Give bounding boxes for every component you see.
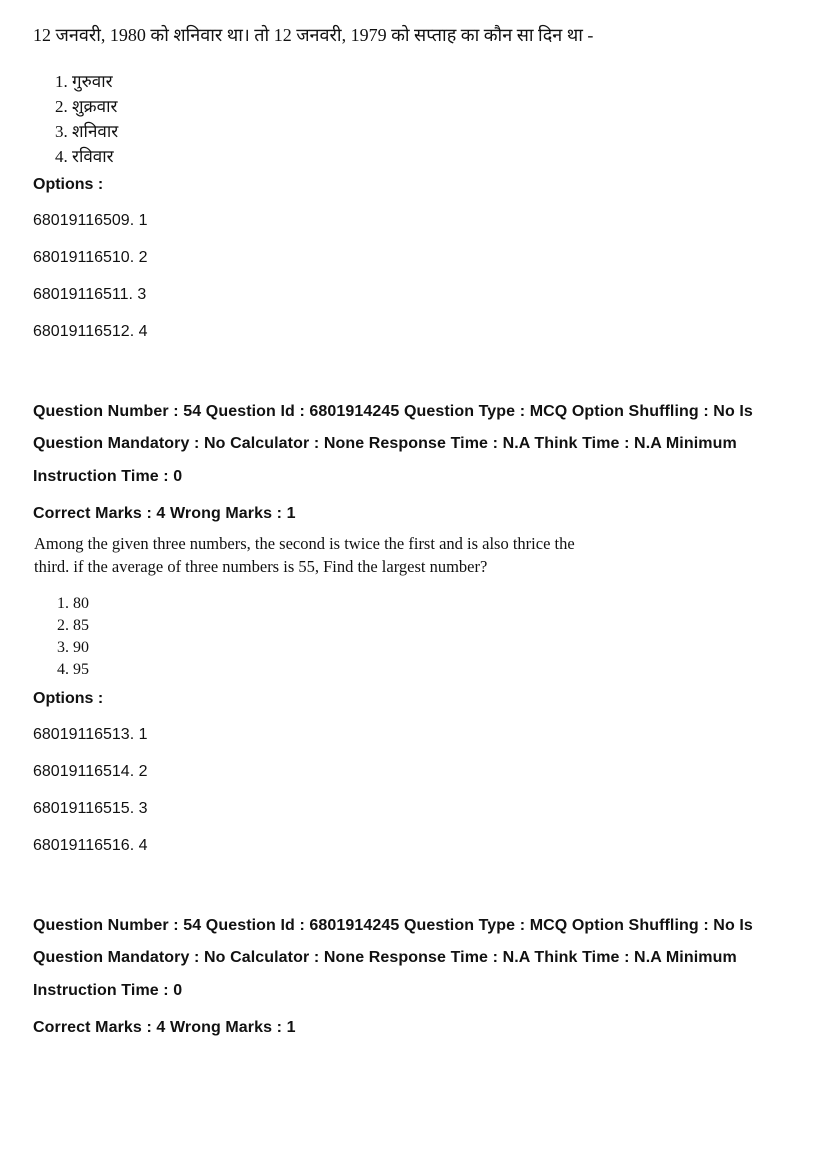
option-id-2: 68019116510. 2 bbox=[33, 249, 148, 266]
option-id-2: 68019116514. 2 bbox=[33, 763, 148, 780]
question-meta-line-2: Question Mandatory : No Calculator : None Response Time : N.A Think Time : N.A Minimum bbox=[33, 435, 737, 452]
question-meta-line-1: Question Number : 54 Question Id : 6801914245 Question Type : MCQ Option Shuffling : No Is bbox=[33, 403, 753, 420]
choice-3: 3. शनिवार bbox=[55, 122, 119, 141]
choice-2: 2. शुक्रवार bbox=[55, 97, 118, 116]
option-id-4: 68019116516. 4 bbox=[33, 837, 148, 854]
choice-1: 1. 80 bbox=[57, 595, 89, 612]
choice-1: 1. गुरुवार bbox=[55, 72, 113, 91]
question-text-hindi: 12 जनवरी, 1980 को शनिवार था। तो 12 जनवरी, 1979 को सप्ताह का कौन सा दिन था - bbox=[33, 25, 594, 45]
option-id-3: 68019116511. 3 bbox=[33, 286, 147, 303]
option-id-1: 68019116509. 1 bbox=[33, 212, 148, 229]
question-meta-line-3: Instruction Time : 0 bbox=[33, 468, 183, 485]
marks-line: Correct Marks : 4 Wrong Marks : 1 bbox=[33, 1019, 296, 1036]
question-meta-line-2: Question Mandatory : No Calculator : None Response Time : N.A Think Time : N.A Minimum bbox=[33, 949, 737, 966]
choice-3: 3. 90 bbox=[57, 639, 89, 656]
choice-4: 4. 95 bbox=[57, 661, 89, 678]
option-id-3: 68019116515. 3 bbox=[33, 800, 148, 817]
choice-2: 2. 85 bbox=[57, 617, 89, 634]
options-label: Options : bbox=[33, 176, 104, 193]
option-id-4: 68019116512. 4 bbox=[33, 323, 148, 340]
question-meta-line-3: Instruction Time : 0 bbox=[33, 982, 183, 999]
question-text-line-2: third. if the average of three numbers is 55, Find the largest number? bbox=[34, 557, 488, 576]
question-meta-line-1: Question Number : 54 Question Id : 6801914245 Question Type : MCQ Option Shuffling : No Is bbox=[33, 917, 753, 934]
choice-4: 4. रविवार bbox=[55, 147, 114, 166]
question-text-line-1: Among the given three numbers, the second is twice the first and is also thrice the bbox=[34, 534, 575, 553]
options-label: Options : bbox=[33, 690, 104, 707]
marks-line: Correct Marks : 4 Wrong Marks : 1 bbox=[33, 505, 296, 522]
option-id-1: 68019116513. 1 bbox=[33, 726, 148, 743]
